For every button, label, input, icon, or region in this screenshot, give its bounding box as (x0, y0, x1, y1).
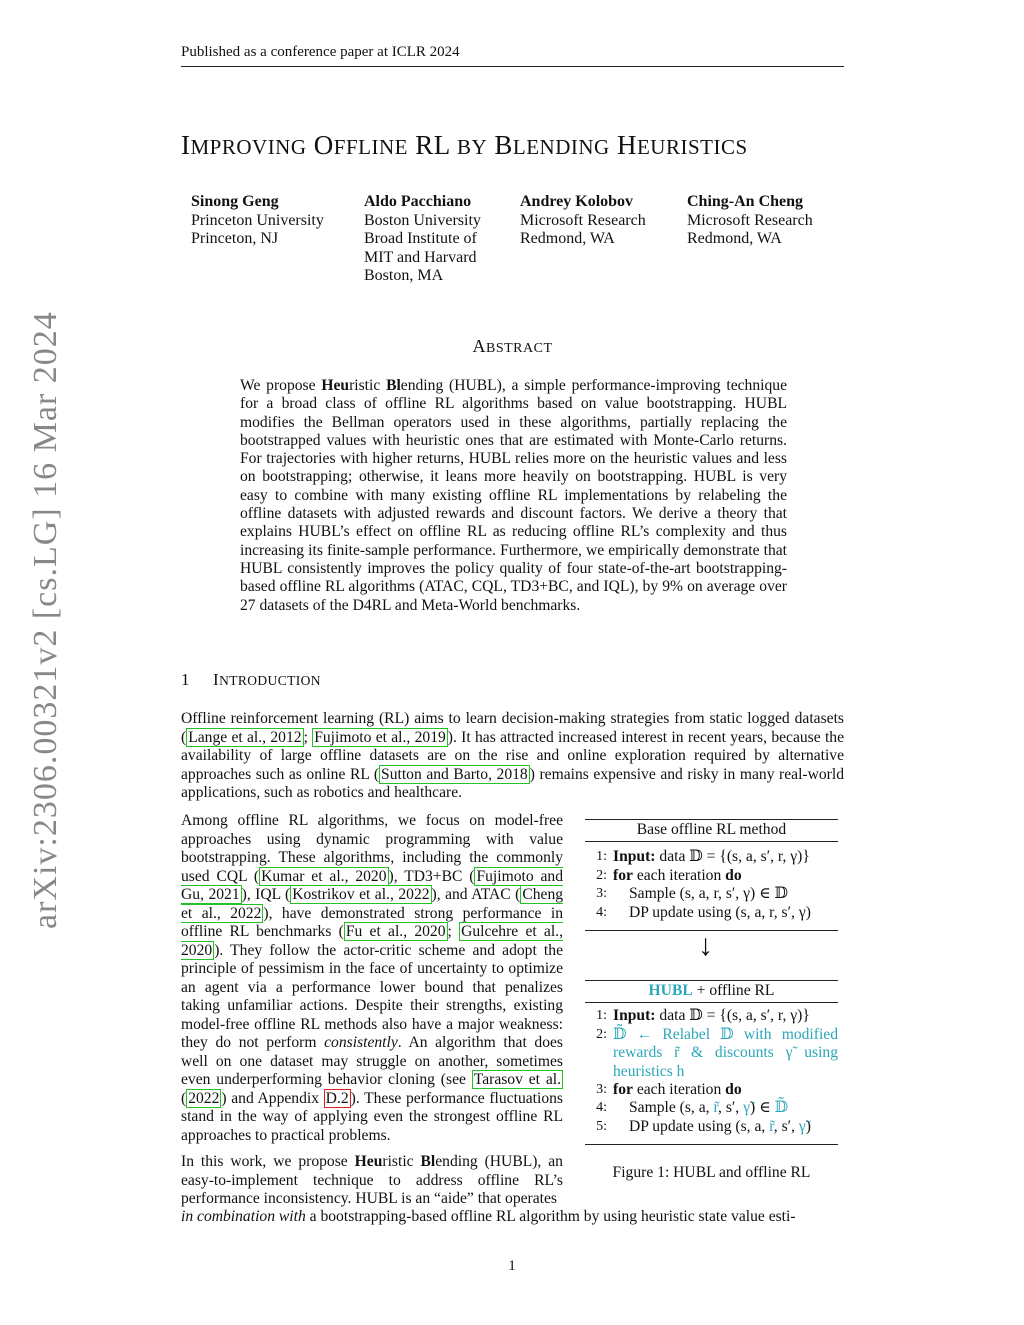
author-affiliation: Microsoft Research (687, 211, 813, 229)
author-name: Ching-An Cheng (687, 193, 804, 210)
citation-link[interactable]: Fujimoto and Gu, 2021 (181, 867, 564, 903)
algorithm-title: HUBL + offline RL (585, 980, 838, 1003)
abstract-text: We propose Heuristic Blending (HUBL), a simple performance-improving technique for a broad class of offline RL algorithms based on value bootstrapping. HUBL modifies the Bellman operators used in these algorithms, partially replacing the bootstrapped values with heuristic ones that are estimated with Monte-Carlo returns. For trajectories with higher returns, HUBL relies more on the heuristic values and less on bootstrapping; otherwise, it leans more heavily on bootstrapping. HUBL is very easy to combine with many existing offline RL implementations by relabeling the offline datasets with adjusted rewards and discount factors. We derive a theory that explains HUBL’s effect on offline RL as reducing offline RL’s complexity and thus increasing its finite-sample performance. Furthermore, we empirically demonstrate that HUBL consistently improves the policy quality of four state-of-the-art bootstrapping-based offline RL algorithms (ATAC, CQL, TD3+BC, and IQL), by 9% on average over 27 datasets of the D4RL and Meta-World benchmarks. (240, 377, 787, 614)
author-affiliation: Microsoft Research (520, 211, 646, 229)
algorithm-line: 4: DP update using (s, a, r, s′, γ) (596, 903, 811, 921)
algorithm-line: 3: Sample (s, a, r, s′, γ) ∈ 𝔻 (596, 885, 789, 903)
author-affiliation: Broad Institute of (364, 230, 477, 247)
algorithm-line: 3: for each iteration do (596, 1081, 742, 1099)
intro-paragraph-continued: in combination with a bootstrapping-based offline RL algorithm by using heuristic state value esti- (181, 1208, 796, 1225)
author-affiliation: Redmond, WA (520, 230, 615, 247)
citation-link[interactable]: Gulcehre et al., 2020 (181, 923, 563, 959)
citation-link[interactable]: Fujimoto et al., 2019 (314, 728, 446, 746)
algorithm-base (585, 819, 838, 931)
author-affiliation: Boston University (364, 211, 481, 229)
section-heading: 1 INTRODUCTION (181, 670, 321, 689)
author-affiliation: MIT and Harvard (364, 248, 477, 266)
algorithm-line: 4: Sample (s, a, r̃, s′, γ̃) ∈ 𝔻̃ (596, 1099, 789, 1117)
citation-link[interactable]: 2022 (188, 1089, 220, 1107)
algorithm-hubl (585, 980, 838, 1145)
page-number: 1 (508, 1258, 516, 1274)
citation-link[interactable]: Kostrikov et al., 2022 (292, 886, 430, 903)
author-name: Sinong Geng (191, 193, 279, 210)
arxiv-watermark: arXiv:2306.00321v2 [cs.LG] 16 Mar 2024 (27, 311, 64, 929)
paper-title: IMPROVING OFFLINE RL BY BLENDING HEURISTICS (181, 130, 748, 160)
author-block (520, 193, 646, 249)
intro-paragraph: Offline reinforcement learning (RL) aims to learn decision-making strategies from static logged datasets ( Lange et al., 2012 ; Fujimoto et al., 2019 ). It has attracted increased interest in recent years, because the availability of large offline datasets are on the rise and online exploration required by alternative approaches such as online RL ( Sutton and Barto, 2018 ) remains expensive and risky in many real-world applications, such as robotics and healthcare. (181, 710, 845, 801)
appendix-ref-link[interactable]: D.2 (325, 1089, 349, 1107)
intro-paragraph: In this work, we propose Heuristic Blending (HUBL), an easy-to-implement technique to address offline RL’s performance inconsistency. HUBL is an “aide” that operates (181, 1153, 563, 1207)
author-name: Aldo Pacchiano (364, 193, 472, 210)
algorithm-line: 2: 𝔻̃ ← Relabel 𝔻 with modified rewards r̃ & discounts γ̃ using heuristics h (596, 1025, 838, 1080)
author-affiliation: Princeton University (191, 211, 324, 229)
algorithm-line: 1: Input: data 𝔻 = {(s, a, s′, r, γ)} (596, 1007, 810, 1025)
citation-link[interactable]: Sutton and Barto, 2018 (381, 765, 528, 783)
running-header: Published as a conference paper at ICLR 2024 (181, 44, 844, 67)
algorithm-line: 2: for each iteration do (596, 866, 742, 884)
algorithm-line: 1: Input: data 𝔻 = {(s, a, s′, r, γ)} (596, 848, 810, 866)
citation-link[interactable]: Cheng et al., 2022 (181, 886, 564, 922)
author-affiliation: Redmond, WA (687, 230, 782, 247)
author-block (191, 193, 324, 249)
down-arrow-icon: ↓ (698, 929, 713, 962)
author-affiliation: Princeton, NJ (191, 230, 279, 247)
citation-link[interactable]: Lange et al., 2012 (188, 728, 302, 746)
abstract-heading: ABSTRACT (472, 336, 553, 356)
citation-link[interactable]: Kumar et al., 2020 (261, 867, 387, 885)
intro-paragraph: Among offline RL algorithms, we focus on model-free approaches using dynamic programming with value bootstrapping. These algorithms, including the commonly used CQL ( Kumar et al., 2020 ), TD3+BC ( Fujimoto and Gu, 2021 ), IQL ( Kostrikov et al., 2022 ), and ATAC ( Cheng et al., 2022 ), have demonstrated strong performance in offline RL benchmarks ( Fu et al., 2020 ; Gulcehre et al., 2020 ). They follow the actor-critic scheme and adopt the principle of pessimism in the face of uncertainty to optimize an agent via a performance lower bound that penalizes taking unfamiliar actions. Despite their strengths, existing model-free offline RL methods also have a major weakness: they do not perform consistently. An algorithm that does well on one dataset may struggle on another, sometimes even underperforming behavior cloning (see Tarasov et al. ( 2022 ) and Appendix D.2 ). These performance fluctuations stand in the way of applying even the strongest offline RL approaches to practical problems. (181, 812, 564, 1144)
author-name: Andrey Kolobov (520, 193, 634, 210)
citation-link[interactable]: Tarasov et al. (473, 1071, 561, 1088)
author-block (364, 193, 481, 286)
figure-caption: Figure 1: HUBL and offline RL (612, 1164, 811, 1181)
algorithm-line: 5: DP update using (s, a, r̃, s′, γ̃) (596, 1117, 811, 1135)
algorithm-title: Base offline RL method (585, 819, 838, 842)
citation-link[interactable]: Fu et al., 2020 (345, 923, 446, 940)
author-block (687, 193, 813, 249)
author-affiliation: Boston, MA (364, 267, 444, 284)
